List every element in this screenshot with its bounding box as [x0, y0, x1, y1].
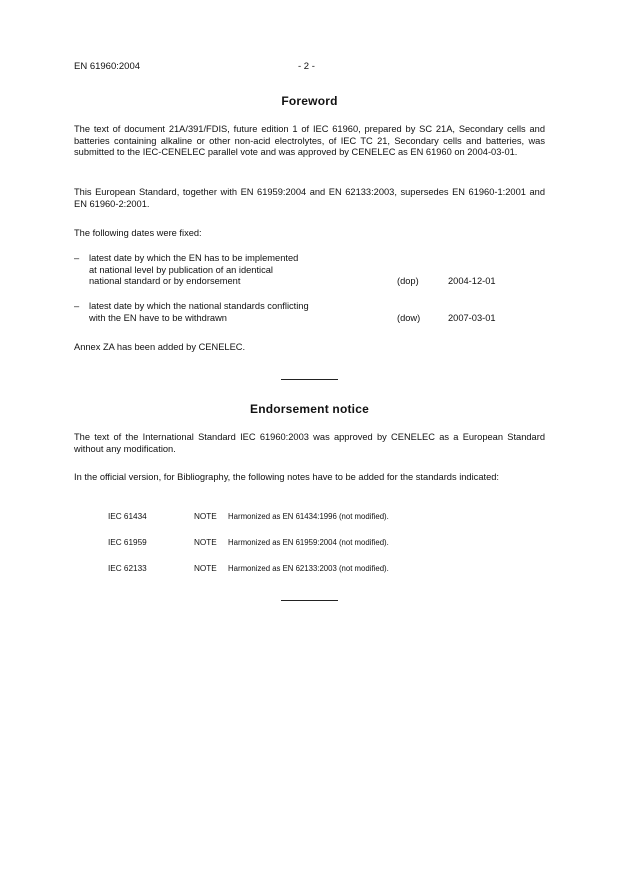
date-item-line: at national level by publication of an identical	[89, 264, 273, 275]
dash-bullet: –	[74, 253, 80, 263]
date-item-dop	[74, 253, 545, 289]
note-keyword: NOTE	[194, 538, 217, 547]
note-keyword: NOTE	[194, 564, 217, 573]
date-item-line: national standard or by endorsement	[89, 276, 241, 287]
date-value: 2007-03-01	[448, 312, 496, 323]
annex-note: Annex ZA has been added by CENELEC.	[74, 342, 246, 352]
note-standard: IEC 61959	[108, 538, 147, 547]
note-text: Harmonized as EN 62133:2003 (not modified).	[228, 564, 389, 573]
foreword-paragraph-1: The text of document 21A/391/FDIS, future edition 1 of IEC 61960, prepared by SC 21A, Secondary cells and batteries containing alkaline or other non-acid electrolytes, of IEC TC 21, Secondary cells and batteries, was submitted to the IEC-CENELEC parallel vote and was approved by CENELEC as EN 61960 on 2004-03-01.	[74, 124, 545, 158]
foreword-paragraph-2: This European Standard, together with EN 61959:2004 and EN 62133:2003, supersedes EN 61960-1:2001 and EN 61960-2:2001.	[74, 187, 545, 209]
date-abbreviation: (dop)	[397, 276, 419, 287]
endorsement-paragraph-1: The text of the International Standard IEC 61960:2003 was approved by CENELEC as a European Standard without any modification.	[74, 432, 545, 454]
date-item-line: with the EN have to be withdrawn	[89, 312, 227, 323]
bibliography-note-row	[108, 538, 488, 549]
foreword-heading: Foreword	[281, 94, 338, 108]
date-item-line: latest date by which the EN has to be implemented	[89, 253, 299, 263]
date-item-line: latest date by which the national standards conflicting	[89, 301, 309, 311]
date-abbreviation: (dow)	[397, 312, 421, 323]
endorsement-paragraph-2: In the official version, for Bibliography, the following notes have to be added for the standards indicated:	[74, 472, 499, 482]
section-divider	[281, 600, 338, 601]
date-item-dow	[74, 301, 545, 325]
date-item-description	[89, 301, 389, 324]
header-page-number: - 2 -	[298, 61, 315, 72]
note-standard: IEC 62133	[108, 564, 147, 573]
note-keyword: NOTE	[194, 512, 217, 521]
note-standard: IEC 61434	[108, 512, 147, 521]
dates-intro: The following dates were fixed:	[74, 228, 202, 238]
date-item-description	[89, 253, 389, 288]
bibliography-note-row	[108, 564, 488, 575]
dash-bullet: –	[74, 301, 80, 311]
section-divider	[281, 379, 338, 380]
note-text: Harmonized as EN 61434:1996 (not modified).	[228, 512, 389, 521]
date-value: 2004-12-01	[448, 276, 496, 287]
bibliography-note-row	[108, 512, 488, 523]
note-text: Harmonized as EN 61959:2004 (not modified).	[228, 538, 389, 547]
endorsement-heading: Endorsement notice	[250, 402, 369, 416]
header-document-id: EN 61960:2004	[74, 61, 141, 72]
